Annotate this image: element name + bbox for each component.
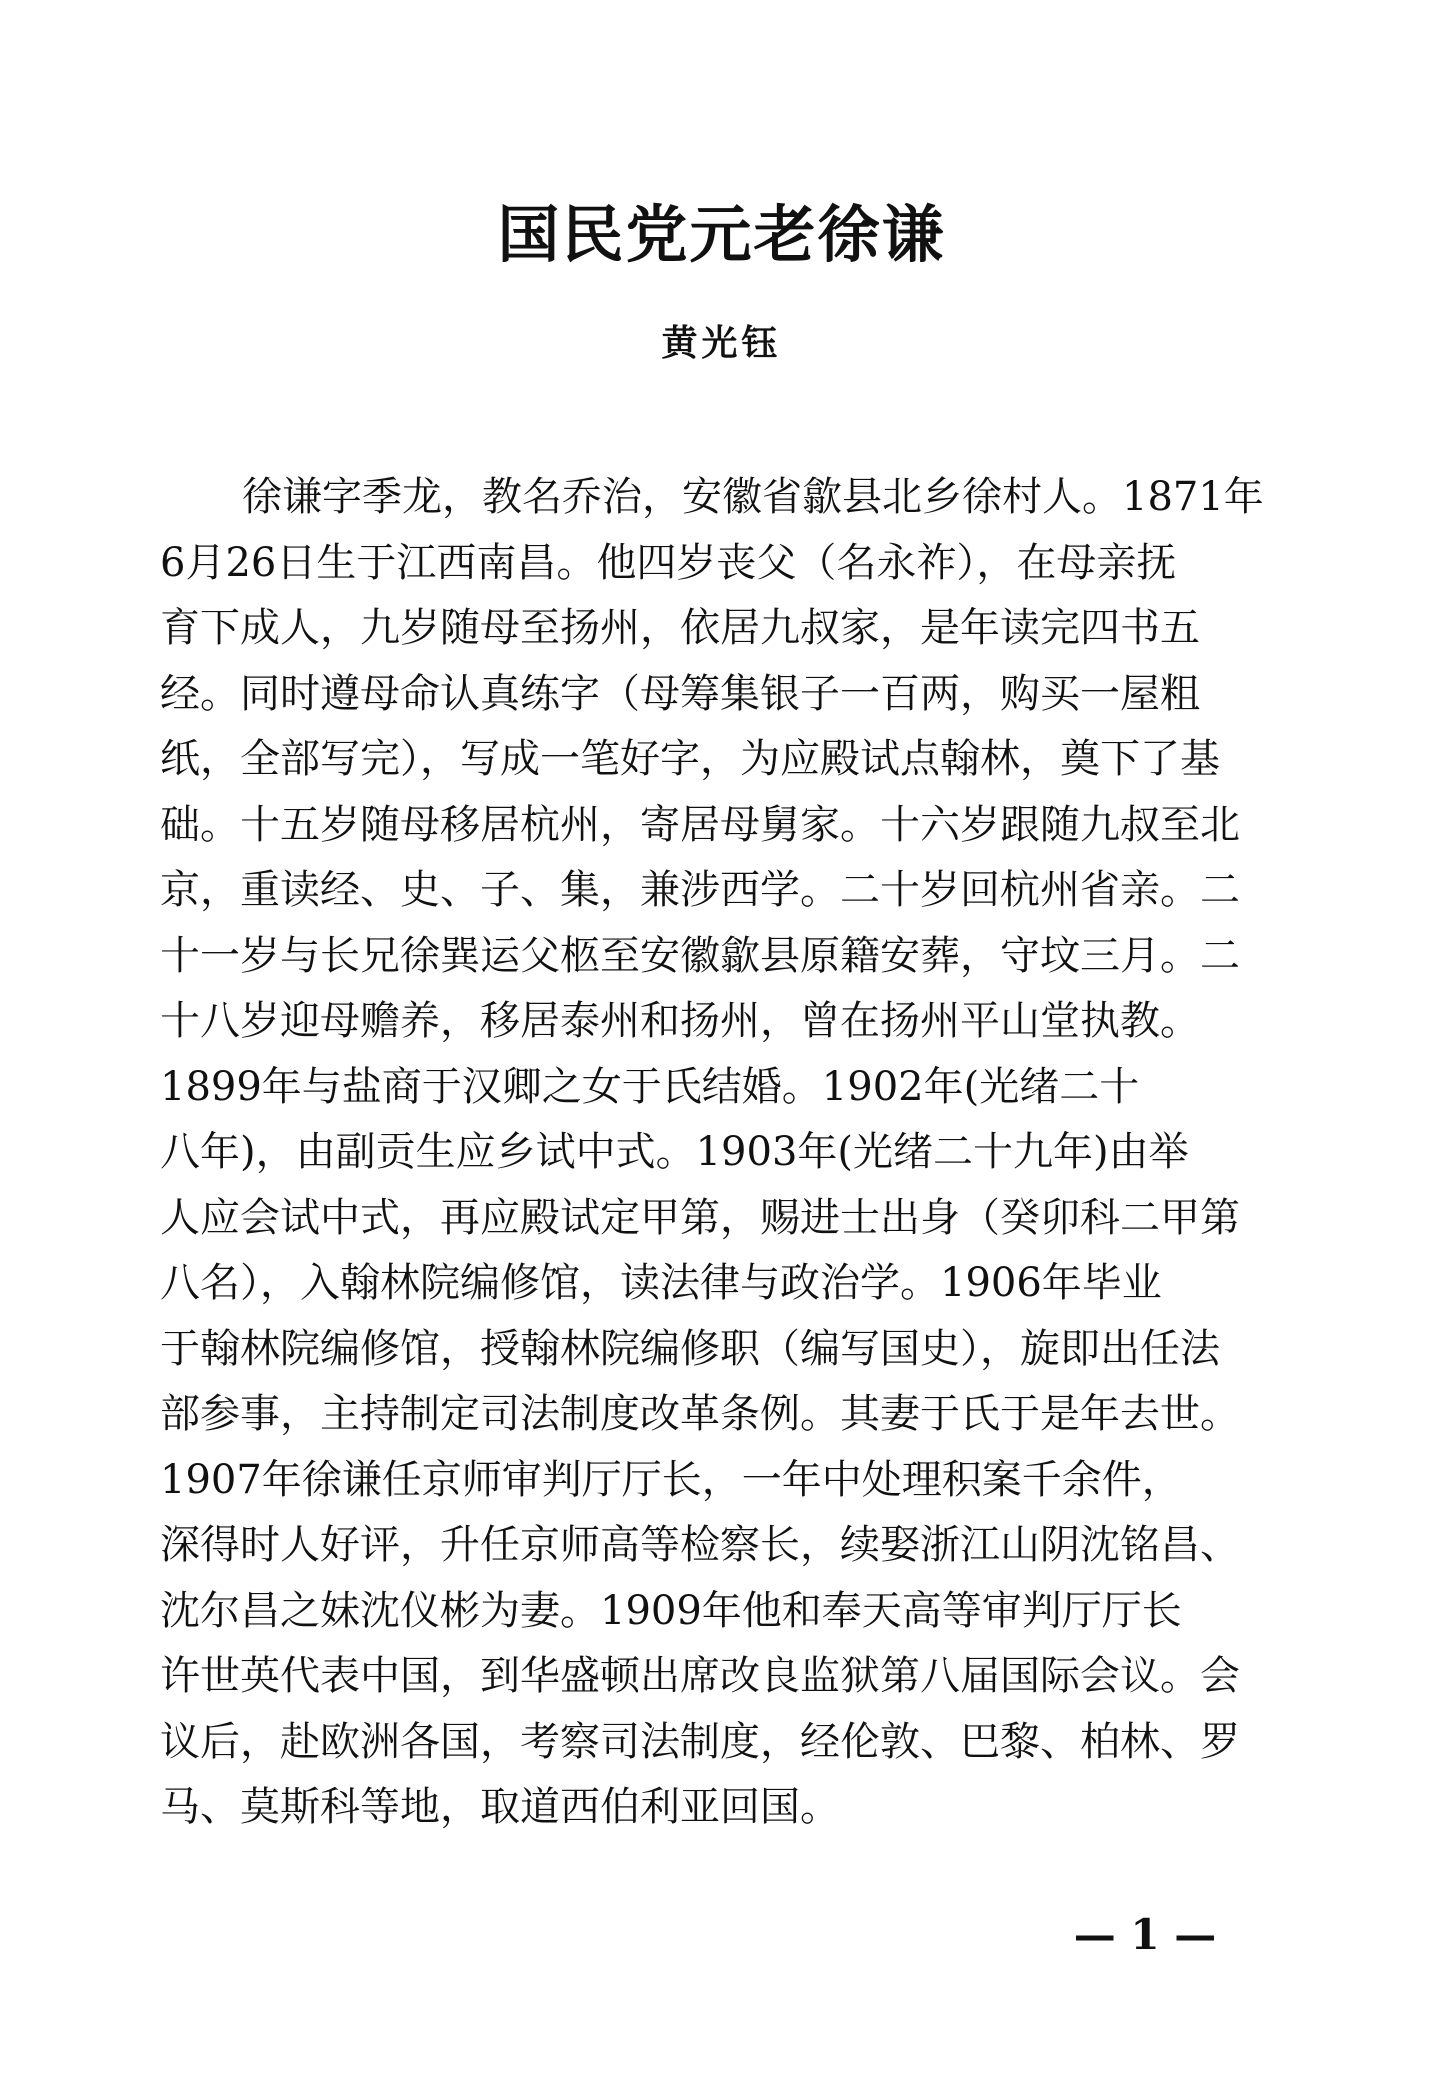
page-number: — 1 — [1073, 1910, 1217, 1959]
body-line: 京，重读经、史、子、集，兼涉西学。二十岁回杭州省亲。二 [160, 867, 1240, 913]
body-line: 十八岁迎母赡养，移居泰州和扬州，曾在扬州平山堂执教。 [160, 998, 1200, 1044]
article-title: 国民党元老徐谦 [497, 198, 946, 271]
body-line: 深得时人好评，升任京师高等检察长，续娶浙江山阴沈铭昌、 [160, 1522, 1240, 1568]
body-line: 于翰林院编修馆，授翰林院编修职（编写国史），旋即出任法 [160, 1325, 1220, 1372]
body-line: 础。十五岁随母移居杭州，寄居母舅家。十六岁跟随九叔至北 [160, 801, 1240, 848]
body-line: 议后，赴欧洲各国，考察司法制度，经伦敦、巴黎、柏林、罗 [160, 1718, 1240, 1765]
author-name: 黄光钰 [661, 322, 782, 364]
body-line: 纸，全部写完），写成一笔好字，为应殿试点翰林，奠下了基 [160, 736, 1220, 782]
body-line: 八名），入翰林院编修馆，读法律与政治学。1906年毕业 [160, 1260, 1162, 1306]
body-line: 人应会试中式，再应殿试定甲第，赐进士出身（癸卯科二甲第 [160, 1194, 1240, 1241]
body-line: 八年)，由副贡生应乡试中式。1903年(光绪二十九年)由举 [160, 1129, 1189, 1175]
body-line: 沈尔昌之妹沈仪彬为妻。1909年他和奉天高等审判厅厅长 [160, 1587, 1182, 1634]
body-line: 6月26日生于江西南昌。他四岁丧父（名永祚），在母亲抚 [160, 539, 1177, 586]
body-line: 徐谦字季龙，教名乔治，安徽省歙县北乡徐村人。1871年 [242, 474, 1264, 520]
body-line: 马、莫斯科等地，取道西伯利亚回国。 [160, 1784, 840, 1830]
body-line: 部参事，主持制定司法制度改革条例。其妻于氏于是年去世。 [160, 1391, 1240, 1437]
body-line: 十一岁与长兄徐巽运父柩至安徽歙县原籍安葬，守坟三月。二 [160, 932, 1240, 979]
body-line: 育下成人，九岁随母至扬州，依居九叔家，是年读完四书五 [160, 605, 1200, 651]
body-line: 许世英代表中国，到华盛顿出席改良监狱第八届国际会议。会 [160, 1653, 1240, 1699]
body-line: 1907年徐谦任京师审判厅厅长，一年中处理积案千余件， [160, 1456, 1182, 1503]
body-line: 1899年与盐商于汉卿之女于氏结婚。1902年(光绪二十 [160, 1063, 1140, 1110]
body-line: 经。同时遵母命认真练字（母筹集银子一百两，购买一屋粗 [160, 670, 1200, 717]
article-body [160, 465, 1310, 1841]
